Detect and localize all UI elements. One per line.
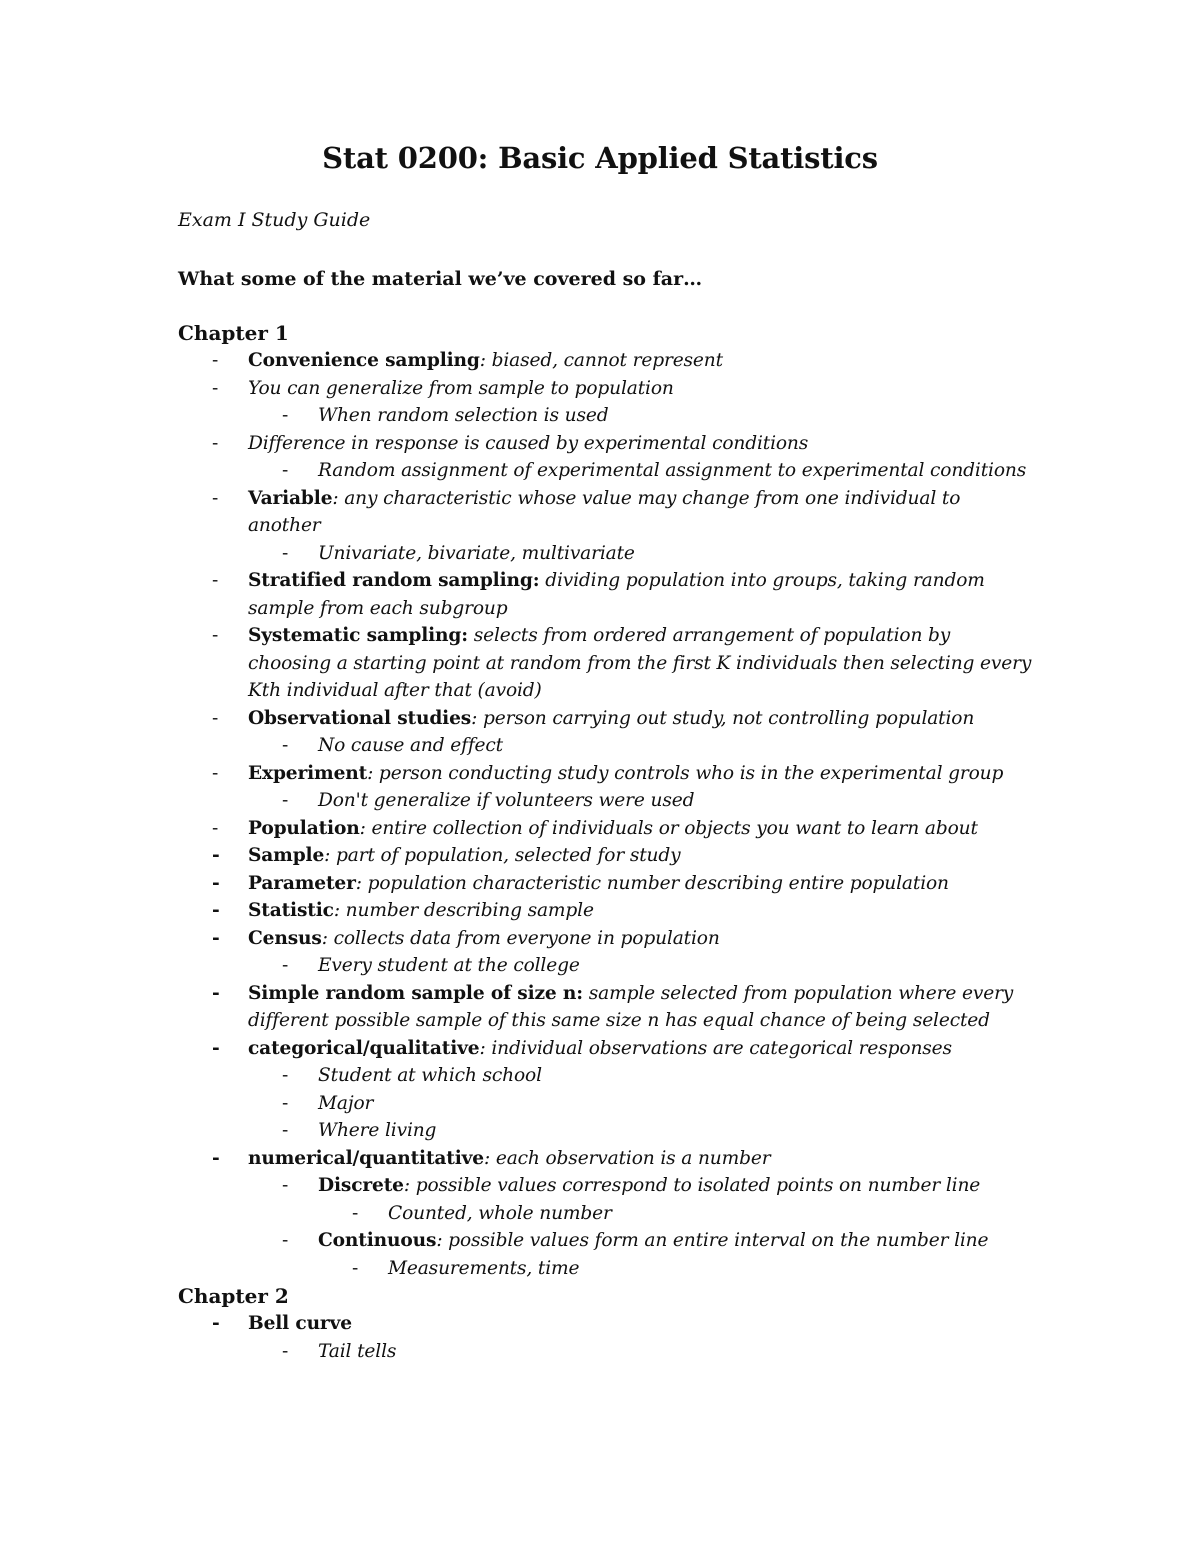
list-item <box>178 1200 1038 1228</box>
item-text: dividing population into groups, taking random sample from each subgroup <box>248 570 985 619</box>
bullet-dash: - <box>212 1313 220 1334</box>
item-text: Every student at the college <box>318 955 580 976</box>
list-item <box>178 1062 1038 1090</box>
bullet-dash: - <box>212 707 219 729</box>
term-label: Census <box>248 927 322 949</box>
bullet-dash: - <box>212 570 219 591</box>
item-text: : any characteristic whose value may change from one individual to another <box>248 487 961 536</box>
list-item <box>178 732 1038 760</box>
bullet-dash: - <box>212 1147 220 1169</box>
document-title: Stat 0200: Basic Applied Statistics <box>322 141 878 175</box>
term-label: Discrete <box>318 1175 404 1196</box>
item-text: Don't generalize if volunteers were used <box>318 790 695 811</box>
list-item <box>178 457 1038 485</box>
term-label: Observational studies <box>248 707 472 729</box>
bullet-dash: - <box>352 1202 359 1224</box>
item-text: selects from ordered arrangement of population by choosing a starting point at random from the first K individuals then selecting every Kth individual after that (avoid) <box>248 625 1032 701</box>
chapter-heading: Chapter 1 <box>178 321 289 345</box>
term-label: Continuous <box>318 1230 437 1251</box>
list-item <box>178 1227 1038 1255</box>
item-text: Counted, whole number <box>388 1202 612 1224</box>
list-item <box>178 842 1038 870</box>
bullet-dash: - <box>212 927 220 949</box>
term-label: Simple random sample of size n: <box>248 982 584 1004</box>
term-label: categorical/qualitative <box>248 1037 480 1059</box>
list-item <box>178 622 1038 705</box>
list-item <box>178 870 1038 898</box>
bullet-dash: - <box>282 735 289 756</box>
list-item <box>178 402 1038 430</box>
item-text: Random assignment of experimental assignment to experimental conditions <box>318 460 1027 481</box>
list-item <box>178 705 1038 733</box>
list-item <box>178 1035 1038 1063</box>
item-text: : person carrying out study, not controlling population <box>471 707 975 729</box>
item-text: : collects data from everyone in population <box>321 927 720 949</box>
item-text: : number describing sample <box>333 900 594 921</box>
list-item <box>178 1145 1038 1173</box>
item-text: You can generalize from sample to population <box>248 377 674 399</box>
item-text: : possible values form an entire interval on the number line <box>436 1230 989 1251</box>
bullet-dash: - <box>352 1257 359 1279</box>
study-guide-content <box>178 319 1038 1365</box>
bullet-dash: - <box>212 432 219 454</box>
chapter-item-list <box>178 347 1038 1282</box>
list-item <box>178 347 1038 375</box>
list-item <box>178 980 1038 1035</box>
list-item <box>178 430 1038 458</box>
list-item <box>178 1117 1038 1145</box>
bullet-dash: - <box>282 405 289 426</box>
item-text: Where living <box>318 1120 437 1141</box>
bullet-dash: - <box>212 817 219 839</box>
list-item <box>178 1338 1038 1366</box>
bullet-dash: - <box>282 460 289 481</box>
term-label: Convenience sampling <box>248 350 480 371</box>
list-item <box>178 375 1038 403</box>
bullet-dash: - <box>212 982 220 1004</box>
bullet-dash: - <box>212 845 220 866</box>
list-item <box>178 897 1038 925</box>
bullet-dash: - <box>282 1092 289 1114</box>
term-label: Sample <box>248 845 325 866</box>
list-item <box>178 1310 1038 1338</box>
item-text: Tail tells <box>318 1340 397 1362</box>
term-label: numerical/quantitative <box>248 1147 484 1169</box>
bullet-dash: - <box>282 542 289 564</box>
list-item <box>178 567 1038 622</box>
item-text: When random selection is used <box>318 405 609 426</box>
term-label: Parameter <box>248 872 356 894</box>
document-subtitle: Exam I Study Guide <box>178 209 371 231</box>
item-text: : individual observations are categorical responses <box>479 1037 952 1059</box>
list-item <box>178 1090 1038 1118</box>
item-text: Difference in response is caused by experimental conditions <box>248 432 809 454</box>
bullet-dash: - <box>212 1037 220 1059</box>
bullet-dash: - <box>212 377 219 399</box>
item-text: Measurements, time <box>388 1257 580 1279</box>
item-text: : possible values correspond to isolated points on number line <box>403 1175 981 1196</box>
bullet-dash: - <box>212 900 220 921</box>
item-text: Univariate, bivariate, multivariate <box>318 542 635 564</box>
item-text: Student at which school <box>318 1065 542 1086</box>
term-label: Bell curve <box>248 1313 352 1334</box>
item-text: Major <box>318 1092 374 1114</box>
bullet-dash: - <box>212 350 219 371</box>
list-item <box>178 1255 1038 1283</box>
item-text: : entire collection of individuals or objects you want to learn about <box>359 817 978 839</box>
chapter-heading: Chapter 2 <box>178 1284 289 1308</box>
term-label: Variable <box>248 487 333 509</box>
bullet-dash: - <box>282 955 289 976</box>
bullet-dash: - <box>212 625 219 646</box>
bullet-dash: - <box>212 872 220 894</box>
term-label: Experiment <box>248 762 368 784</box>
list-item <box>178 787 1038 815</box>
list-item <box>178 1172 1038 1200</box>
item-text: : biased, cannot represent <box>479 350 723 371</box>
item-text: : population characteristic number describing entire population <box>355 872 949 894</box>
bullet-dash: - <box>212 487 219 509</box>
list-item <box>178 485 1038 540</box>
bullet-dash: - <box>282 1120 289 1141</box>
term-label: Stratified random sampling: <box>248 570 540 591</box>
bullet-dash: - <box>212 762 219 784</box>
bullet-dash: - <box>282 1340 289 1362</box>
item-text: : part of population, selected for study <box>324 845 681 866</box>
bullet-dash: - <box>282 1230 289 1251</box>
list-item <box>178 952 1038 980</box>
list-item <box>178 815 1038 843</box>
intro-heading: What some of the material we’ve covered so far… <box>178 268 703 290</box>
bullet-dash: - <box>282 1175 289 1196</box>
list-item <box>178 540 1038 568</box>
list-item <box>178 760 1038 788</box>
term-label: Statistic <box>248 900 334 921</box>
bullet-dash: - <box>282 790 289 811</box>
item-text: : person conducting study controls who is in the experimental group <box>367 762 1004 784</box>
term-label: Population <box>248 817 360 839</box>
chapter-item-list <box>178 1310 1038 1365</box>
item-text: : each observation is a number <box>484 1147 771 1169</box>
item-text: sample selected from population where every different possible sample of this same size n has equal chance of being selected <box>248 982 1014 1031</box>
term-label: Systematic sampling: <box>248 625 468 646</box>
bullet-dash: - <box>282 1065 289 1086</box>
list-item <box>178 925 1038 953</box>
item-text: No cause and effect <box>318 735 503 756</box>
